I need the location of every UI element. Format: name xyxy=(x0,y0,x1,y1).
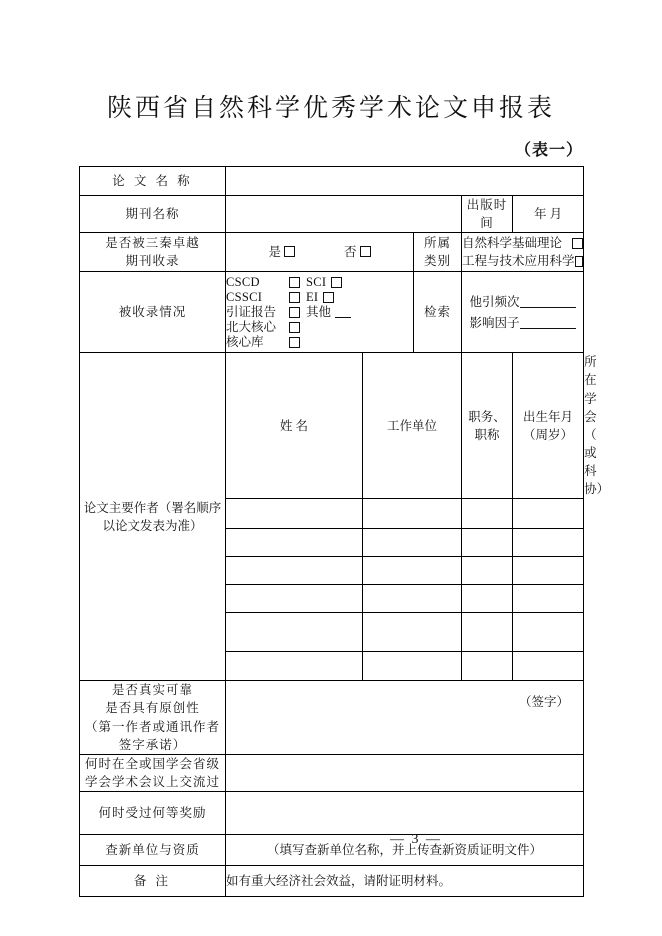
signature-hint: （签字） xyxy=(519,695,570,710)
conference-line2: 学会学术会议上交流过 xyxy=(84,774,220,789)
authors-col-name-header: 姓 名 xyxy=(226,353,363,499)
author-unit-cell[interactable] xyxy=(363,613,462,652)
authors-section-label: 论文主要作者（署名顺序以论文发表为准） xyxy=(80,353,226,681)
checkbox-icon[interactable] xyxy=(289,292,300,303)
authors-col-unit-header: 工作单位 xyxy=(363,353,462,499)
indexed-option-core-database-label: 核心库 xyxy=(226,335,264,350)
table-row-authenticity xyxy=(80,681,584,755)
checkbox-icon[interactable] xyxy=(331,277,342,288)
author-unit-cell[interactable] xyxy=(363,557,462,585)
indexed-option-cssci-label: CSSCI xyxy=(226,290,263,305)
indexed-option-other[interactable] xyxy=(306,303,351,321)
author-unit-cell[interactable] xyxy=(363,585,462,613)
checkbox-icon[interactable] xyxy=(575,256,584,267)
indexed-grid-row xyxy=(226,335,413,350)
authors-col-position-header xyxy=(462,353,513,499)
author-name-cell[interactable] xyxy=(226,499,363,529)
authors-col-birth-line1: 出生年月 xyxy=(523,409,574,424)
conference-line1: 何时在全或国学会省级 xyxy=(84,756,220,771)
indexed-option-pku-core-label: 北大核心 xyxy=(226,320,277,335)
table-row-conference xyxy=(80,754,584,791)
author-name-cell[interactable] xyxy=(226,585,363,613)
authors-col-birth-line2: （周岁） xyxy=(523,427,574,442)
impact-factor-field[interactable] xyxy=(462,314,583,332)
publication-time-label: 出版时间 xyxy=(462,196,513,233)
author-position-cell[interactable] xyxy=(462,652,513,681)
category-option-basic-science-label: 自然科学基础理论 xyxy=(462,236,563,251)
author-unit-cell[interactable] xyxy=(363,652,462,681)
journal-name-value[interactable] xyxy=(226,196,462,233)
indexed-option-other-label: 其他 xyxy=(306,305,332,320)
table-row-sanqin xyxy=(80,233,584,272)
sanqin-label xyxy=(80,233,226,272)
author-position-cell[interactable] xyxy=(462,557,513,585)
page-number-text: — 3 — xyxy=(390,832,442,847)
authors-col-position-line1: 职务、 xyxy=(468,409,506,424)
citation-metrics-cell xyxy=(462,272,584,353)
authenticity-line4: 签字承诺） xyxy=(118,737,187,752)
indexed-checkbox-grid xyxy=(226,272,414,353)
author-position-cell[interactable] xyxy=(462,585,513,613)
indexed-option-other-input[interactable] xyxy=(335,307,351,318)
authenticity-value-cell[interactable] xyxy=(226,681,584,755)
indexed-option-citation-report-label: 引证报告 xyxy=(226,305,277,320)
authenticity-label xyxy=(80,681,226,755)
author-position-cell[interactable] xyxy=(462,499,513,529)
checkbox-icon[interactable] xyxy=(289,337,300,348)
impact-factor-input[interactable] xyxy=(520,317,576,329)
paper-title-label: 论 文 名 称 xyxy=(80,167,226,196)
author-unit-cell[interactable] xyxy=(363,499,462,529)
category-label-line2: 类别 xyxy=(423,254,451,269)
page-title: 陕西省自然科学优秀学术论文申报表 xyxy=(106,95,555,122)
author-position-cell[interactable] xyxy=(462,529,513,557)
application-form-table xyxy=(79,166,610,897)
cited-frequency-label: 他引频次 xyxy=(469,294,520,309)
indexed-option-ei-label: EI xyxy=(306,290,319,305)
conference-value-cell[interactable] xyxy=(226,754,584,791)
table-row-journal xyxy=(80,196,584,233)
author-birth-cell[interactable] xyxy=(513,613,584,652)
authors-col-birth-header xyxy=(513,353,584,499)
cited-frequency-input[interactable] xyxy=(520,296,576,308)
journal-name-label: 期刊名称 xyxy=(80,196,226,233)
checkbox-icon[interactable] xyxy=(289,307,300,318)
novelty-value-cell[interactable]: （填写查新单位名称，并上传查新资质证明文件） xyxy=(226,835,584,866)
remarks-label: 备 注 xyxy=(80,866,226,897)
authors-col-position-line2: 职称 xyxy=(474,427,500,442)
category-option-basic-science[interactable] xyxy=(462,234,583,252)
sanqin-label-line1: 是否被三秦卓越 xyxy=(105,236,200,251)
checkbox-icon[interactable] xyxy=(572,238,583,249)
category-label xyxy=(414,233,462,272)
checkbox-icon[interactable] xyxy=(289,277,300,288)
indexed-option-sci-label: SCI xyxy=(306,275,327,290)
table-row-authors-header: 论文主要作者（署名顺序以论文发表为准） 姓 名 工作单位 职务、 职称 出生年月 （周岁） 所在学 会 （ 或 科 协） xyxy=(80,353,584,499)
indexed-status-label: 被收录情况 xyxy=(80,272,226,353)
remarks-value-cell[interactable]: 如有重大经济社会效益，请附证明材料。 xyxy=(226,866,584,897)
author-name-cell[interactable] xyxy=(226,652,363,681)
sanqin-yes-option[interactable] xyxy=(268,243,295,261)
impact-factor-label: 影响因子 xyxy=(469,315,520,330)
table-row-indexed-status xyxy=(80,272,584,353)
author-name-cell[interactable] xyxy=(226,557,363,585)
author-birth-cell[interactable] xyxy=(513,652,584,681)
sanqin-yes-label: 是 xyxy=(268,245,281,260)
novelty-label: 查新单位与资质 xyxy=(80,835,226,866)
awards-label: 何时受过何等奖励 xyxy=(80,792,226,835)
authenticity-line2: 是否具有原创性 xyxy=(105,701,200,716)
authenticity-line1: 是否真实可靠 xyxy=(111,683,193,698)
form-number-label: （表一） xyxy=(514,142,583,159)
author-position-cell[interactable] xyxy=(462,613,513,652)
cited-frequency-field[interactable] xyxy=(462,293,583,311)
author-birth-cell[interactable] xyxy=(513,585,584,613)
awards-value-cell[interactable] xyxy=(226,792,584,835)
table-row-remarks xyxy=(80,866,584,897)
authenticity-line3: （第一作者或通讯作者 xyxy=(84,719,220,734)
paper-title-value[interactable] xyxy=(226,167,584,196)
author-name-cell[interactable] xyxy=(226,613,363,652)
table-row-awards xyxy=(80,792,584,835)
checkbox-icon[interactable] xyxy=(323,292,334,303)
page-number xyxy=(0,832,662,848)
checkbox-icon[interactable] xyxy=(284,246,295,257)
search-label: 检索 xyxy=(414,272,462,353)
author-name-cell[interactable] xyxy=(226,529,363,557)
sanqin-label-line2: 期刊收录 xyxy=(125,254,180,269)
checkbox-icon[interactable] xyxy=(360,246,371,257)
sanqin-choice-cell xyxy=(226,233,414,272)
author-unit-cell[interactable] xyxy=(363,529,462,557)
publication-time-value[interactable]: 年 月 xyxy=(513,196,584,233)
table-row-paper-title xyxy=(80,167,584,196)
conference-label xyxy=(80,754,226,791)
author-birth-cell[interactable] xyxy=(513,557,584,585)
checkbox-icon[interactable] xyxy=(289,322,300,333)
author-birth-cell[interactable] xyxy=(513,499,584,529)
category-options-cell xyxy=(462,233,584,272)
category-label-line1: 所属 xyxy=(423,236,451,251)
category-option-applied-science[interactable] xyxy=(462,252,583,270)
sanqin-no-label: 否 xyxy=(343,245,357,260)
sanqin-no-option[interactable] xyxy=(344,243,371,261)
category-option-applied-science-label: 工程与技术应用科学 xyxy=(462,254,575,269)
indexed-option-core-database[interactable] xyxy=(226,333,306,351)
indexed-option-cscd-label: CSCD xyxy=(226,275,260,290)
author-birth-cell[interactable] xyxy=(513,529,584,557)
